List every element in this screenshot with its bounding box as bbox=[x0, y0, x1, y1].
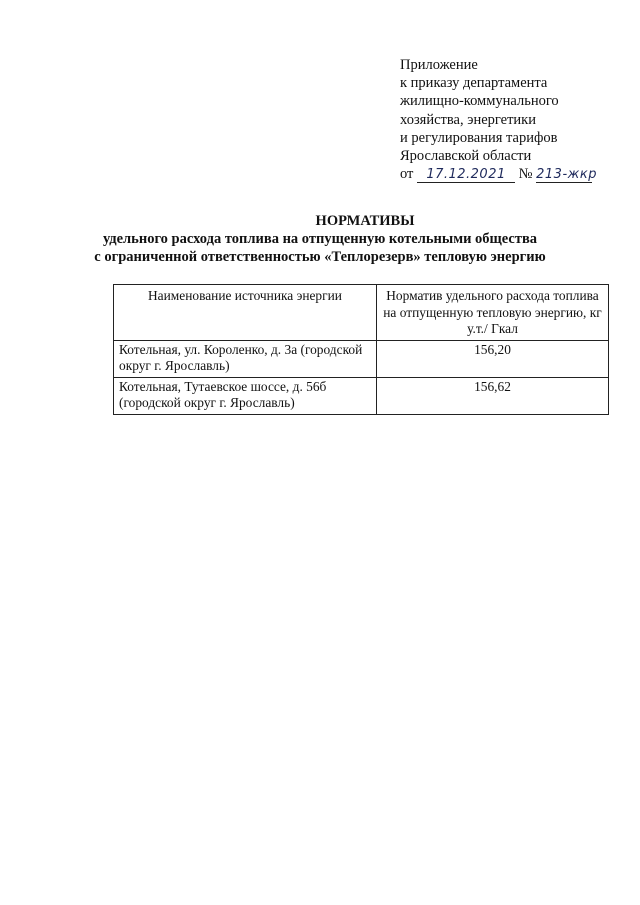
cell-norm-value: 156,20 bbox=[377, 340, 609, 377]
appendix-line: хозяйства, энергетики bbox=[400, 111, 536, 128]
appendix-line: Приложение bbox=[400, 57, 478, 73]
column-header-norm: Норматив удельного расхода топлива на отпущенную тепловую энергию, кг у.т./ Гкал bbox=[377, 285, 609, 341]
appendix-block bbox=[400, 56, 630, 183]
cell-source: Котельная, ул. Короленко, д. 3а (городской округ г. Ярославль) bbox=[114, 340, 377, 377]
title-subtitle-line: с ограниченной ответственностью «Теплорезерв» тепловую энергию bbox=[94, 249, 546, 265]
column-header-source: Наименование источника энергии bbox=[114, 285, 377, 341]
number-sign: № bbox=[518, 166, 533, 183]
document-title bbox=[0, 212, 640, 266]
cell-norm-value: 156,62 bbox=[377, 377, 609, 414]
handwritten-order-date: 17.12.2021 bbox=[417, 168, 515, 183]
title-subtitle-line: удельного расхода топлива на отпущенную котельными общества bbox=[102, 231, 538, 247]
norms-table bbox=[113, 284, 609, 415]
appendix-line: жилищно-коммунального bbox=[400, 93, 559, 110]
title-heading: НОРМАТИВЫ bbox=[315, 213, 415, 229]
date-prefix: от bbox=[400, 166, 414, 183]
appendix-line: Ярославской области bbox=[400, 148, 532, 165]
order-date-number-line bbox=[400, 165, 630, 183]
appendix-line: к приказу департамента bbox=[400, 75, 548, 92]
appendix-line: и регулирования тарифов bbox=[400, 129, 558, 146]
handwritten-order-number: 213-жкр bbox=[536, 167, 597, 183]
cell-source: Котельная, Тутаевское шоссе, д. 56б (городской округ г. Ярославль) bbox=[114, 377, 377, 414]
table-row bbox=[114, 340, 609, 377]
table-header-row bbox=[114, 285, 609, 341]
table-row bbox=[114, 377, 609, 414]
